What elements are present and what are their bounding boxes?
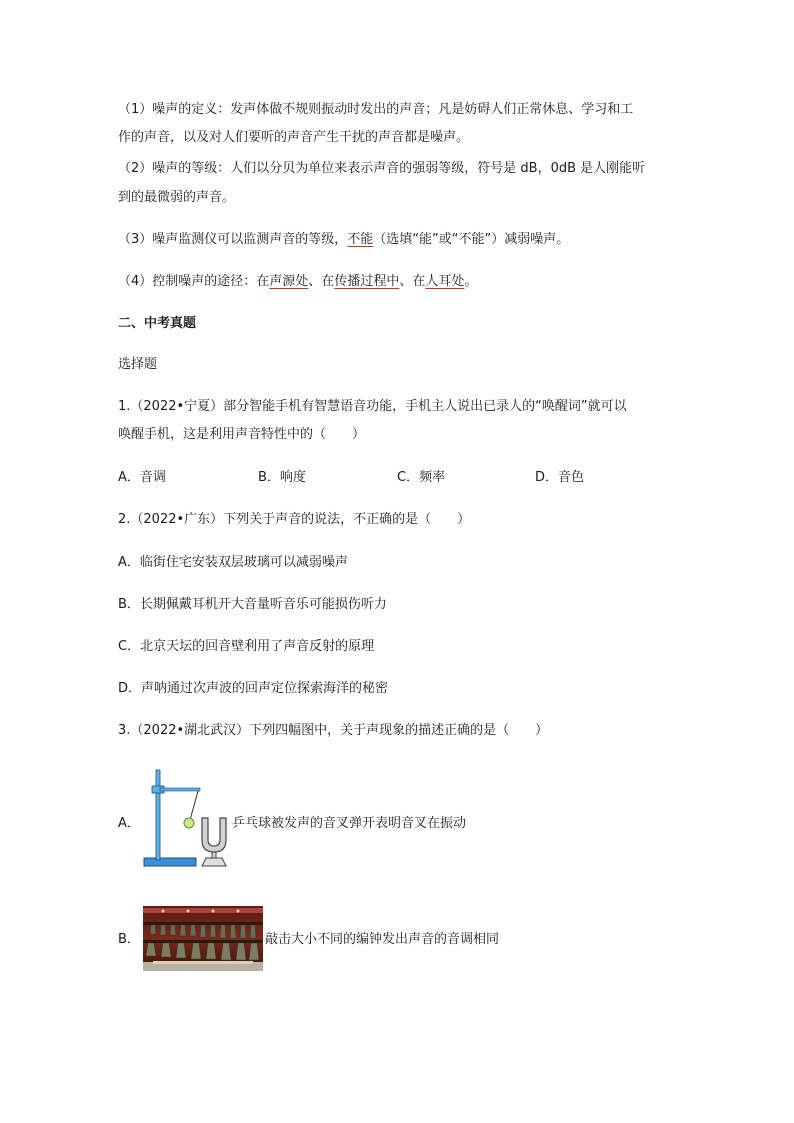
- note-3: [118, 230, 569, 250]
- tuning-fork-stem: [212, 852, 216, 858]
- note-4: [118, 272, 477, 292]
- q1-option-b: B．响度: [258, 470, 306, 485]
- q1-option-d: D．音色: [535, 470, 585, 485]
- tuning-fork-stand: [202, 858, 226, 866]
- stand-arm: [160, 788, 200, 791]
- q2-stem: 2.（2022•广东）下列关于声音的说法，不正确的是（ ）: [118, 512, 471, 527]
- note-4-prefix: （4）控制噪声的途径：在: [118, 274, 270, 289]
- section-subheading: 选择题: [118, 357, 158, 372]
- note-3-suffix: （选填“能”或“不能”）减弱噪声。: [373, 232, 570, 247]
- stand-rod: [156, 770, 160, 860]
- section-heading: 二、中考真题: [118, 316, 197, 331]
- note-4-sep-1: 、在: [308, 274, 335, 289]
- note-3-prefix: （3）噪声监测仪可以监测声音的等级，: [118, 232, 348, 247]
- note-1-line-2: 作的声音，以及对人们要听的声音产生干扰的声音都是噪声。: [118, 130, 470, 145]
- stand-base: [144, 858, 196, 866]
- q3-option-b-text: 敲击大小不同的编钟发出声音的音调相同: [265, 932, 500, 947]
- note-4-answer-2: 传播过程中: [334, 274, 400, 289]
- tuning-fork: [202, 818, 226, 852]
- note-4-answer-1: 声源处: [269, 274, 309, 289]
- note-1-line-1: （1）噪声的定义：发声体做不规则振动时发出的声音；凡是妨碍人们正常休息、学习和工: [118, 102, 634, 117]
- q2-option-b: B．长期佩戴耳机开大音量听音乐可能损伤听力: [118, 597, 387, 612]
- q2-option-c: C．北京天坛的回音壁利用了声音反射的原理: [118, 639, 375, 654]
- note-4-answer-3: 人耳处: [425, 274, 465, 289]
- q3-option-a-label: A．: [118, 816, 140, 831]
- q2-option-d: D．声呐通过次声波的回声定位探索海洋的秘密: [118, 681, 389, 696]
- pendulum-string: [190, 791, 198, 820]
- stage-edge: [153, 961, 253, 964]
- note-2-line-1: （2）噪声的等级：人们以分贝为单位来表示声音的强弱等级，符号是 dB，0dB 是人刚能听: [118, 161, 646, 176]
- note-2-line-2: 到的最微弱的声音。: [118, 190, 236, 205]
- ceiling-band: [143, 908, 263, 913]
- q2-option-a: A．临街住宅安装双层玻璃可以减弱噪声: [118, 555, 348, 570]
- note-4-end: 。: [464, 274, 478, 289]
- q1-stem-line-2: 唤醒手机，这是利用声音特性中的（ ）: [118, 427, 366, 442]
- q1-option-c: C．频率: [397, 470, 446, 485]
- q1-option-a: A．音调: [118, 470, 166, 485]
- q3-option-a-text: 乒乓球被发声的音叉弹开表明音叉在振动: [232, 816, 467, 831]
- rack-beam-top: [143, 922, 263, 925]
- chime-bells-photo: [143, 906, 263, 971]
- q3-stem: 3.（2022•湖北武汉）下列四幅图中，关于声现象的描述正确的是（ ）: [118, 723, 549, 738]
- q1-stem-line-1: 1.（2022•宁夏）部分智能手机有智慧语音功能，手机主人说出已录人的“唤醒词”就可以: [118, 399, 627, 414]
- tuning-fork-figure: [140, 768, 240, 872]
- rack-beam-bottom: [143, 940, 263, 943]
- ping-pong-ball: [184, 818, 194, 828]
- note-3-answer: 不能: [347, 232, 374, 247]
- note-4-sep-2: 、在: [399, 274, 426, 289]
- q3-option-b-label: B．: [118, 932, 140, 947]
